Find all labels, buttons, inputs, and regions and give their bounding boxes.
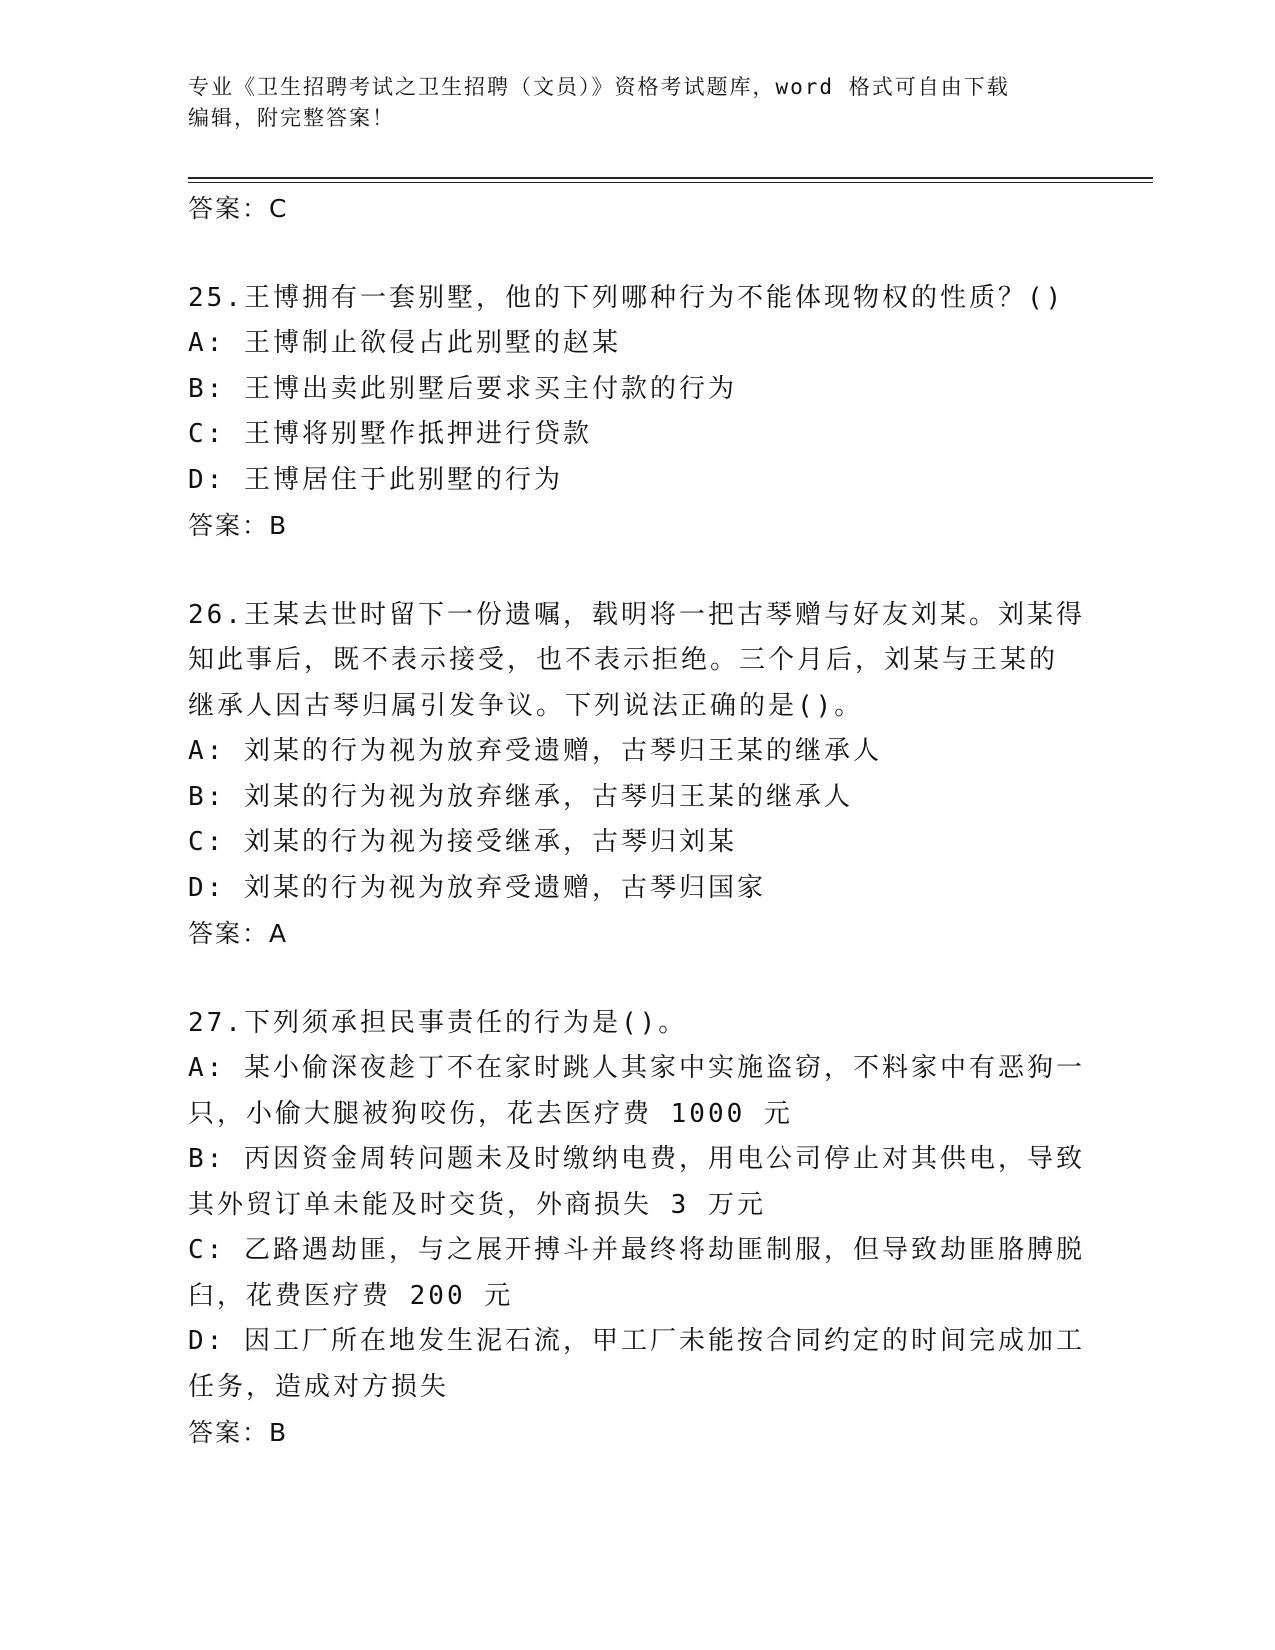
option-a (188, 1046, 1085, 1137)
spacer (188, 232, 1078, 276)
option-d-line: 任务，造成对方损失 (188, 1371, 450, 1402)
question-27 (188, 1001, 1085, 1456)
option-c-line: 臼，花费医疗费 200 元 (188, 1280, 514, 1311)
option-c: C: 王博将别墅作抵押进行贷款 (188, 419, 592, 449)
option-c: C: 刘某的行为视为接受继承，古琴归刘某 (188, 827, 737, 857)
option-d-line: D: 因工厂所在地发生泥石流，甲工厂未能按合同约定的时间完成加工 (188, 1326, 1085, 1356)
option-d: D: 刘某的行为视为放弃受遗赠，古琴归国家 (188, 872, 766, 903)
option-b: B: 王博出卖此别墅后要求买主付款的行为 (188, 373, 737, 404)
header-rule-thick (188, 177, 1153, 179)
question-stem-line: 26.王某去世时留下一份遗嘱，载明将一把古琴赠与好友刘某。刘某得 (188, 599, 1085, 630)
option-b (188, 1137, 1085, 1228)
question-content (188, 186, 1085, 1456)
header-line-2: 编辑，附完整答案！ (188, 106, 395, 130)
option-b-line: 其外贸订单未能及时交货，外商损失 3 万元 (188, 1189, 766, 1220)
question-26 (188, 593, 1085, 957)
option-a: A: 王博制止欲侵占此别墅的赵某 (188, 328, 621, 358)
option-a: A: 刘某的行为视为放弃受遗赠，古琴归王某的继承人 (188, 736, 882, 766)
option-a-line: 只，小偷大腿被狗咬伤，花去医疗费 1000 元 (188, 1098, 793, 1129)
option-c-line: C: 乙路遇劫匪，与之展开搏斗并最终将劫匪制服，但导致劫匪胳膊脱 (188, 1235, 1085, 1265)
answer: 答案：B (188, 511, 289, 540)
header-rule-thin (188, 182, 1153, 183)
answer: 答案：A (188, 919, 289, 948)
question-stem-line: 继承人因古琴归属引发争议。下列说法正确的是()。 (188, 690, 864, 721)
question-stem-line: 25.王博拥有一套别墅，他的下列哪种行为不能体现物权的性质？() (188, 282, 1065, 313)
question-stem-line: 27.下列须承担民事责任的行为是()。 (188, 1007, 688, 1038)
spacer (188, 549, 1078, 593)
question-stem-line: 知此事后，既不表示接受，也不表示拒绝。三个月后，刘某与王某的 (188, 645, 1059, 675)
question-25 (188, 276, 1078, 549)
previous-answer: 答案：C (188, 194, 289, 223)
answer: 答案：B (188, 1418, 289, 1447)
header-line-1: 专业《卫生招聘考试之卫生招聘（文员）》资格考试题库，word 格式可自由下载 (188, 75, 1010, 99)
spacer (188, 957, 1078, 1001)
option-a-line: A: 某小偷深夜趁丁不在家时跳人其家中实施盗窃，不料家中有恶狗一 (188, 1053, 1085, 1083)
option-b-line: B: 丙因资金周转问题未及时缴纳电费，用电公司停止对其供电，导致 (188, 1144, 1085, 1174)
option-c (188, 1228, 1085, 1319)
option-d (188, 1319, 1085, 1410)
option-d: D: 王博居住于此别墅的行为 (188, 464, 563, 495)
option-b: B: 刘某的行为视为放弃继承，古琴归王某的继承人 (188, 781, 853, 812)
page-header (188, 72, 1068, 134)
